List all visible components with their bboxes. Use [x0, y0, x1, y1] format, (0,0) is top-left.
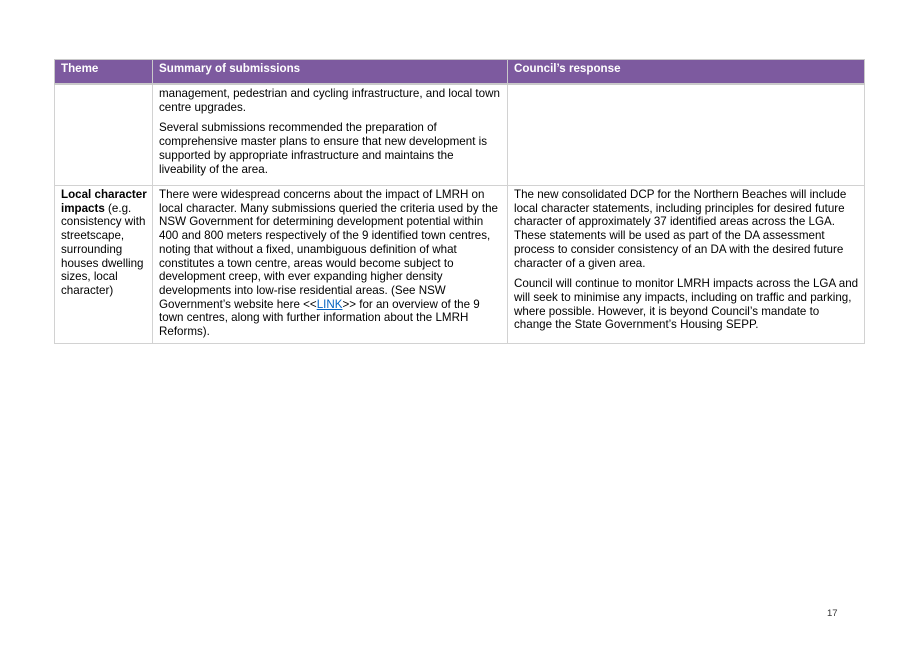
summary-cell	[153, 84, 508, 186]
header-theme: Theme	[55, 60, 153, 85]
summary-cell	[153, 186, 508, 344]
response-cell	[508, 84, 865, 186]
theme-title: Local character impacts	[61, 188, 147, 215]
summary-text: >> for an overview of the 9 town centres, along with further information about the LMRH Reforms).	[159, 297, 480, 339]
response-paragraph: The new consolidated DCP for the Northern Beaches will include local character statements, including principles for desired future character of approximately 37 identified areas across the LGA. These statements will be used as part of the DA assessment process to consider consistency of an DA with the desired future character of a given area.	[514, 188, 847, 270]
response-paragraph: Council will continue to monitor LMRH impacts across the LGA and will seek to minimise any impacts, including on traffic and parking, where possible. However, it is beyond Council’s mandate to change the State Government’s Housing SEPP.	[514, 277, 859, 332]
response-cell	[508, 186, 865, 344]
submissions-table	[54, 59, 865, 344]
theme-description: (e.g. consistency with streetscape, surrounding houses dwelling sizes, local character)	[61, 201, 146, 297]
summary-paragraph	[159, 188, 502, 339]
nsw-government-link[interactable]: LINK	[316, 297, 343, 311]
table-row	[55, 84, 865, 186]
table-header-row	[55, 60, 865, 85]
theme-cell	[55, 186, 153, 344]
header-summary: Summary of submissions	[153, 60, 508, 85]
page-number: 17	[827, 608, 838, 619]
theme-cell	[55, 84, 153, 186]
header-response: Council’s response	[508, 60, 865, 85]
summary-text: There were widespread concerns about the impact of LMRH on local character. Many submissions queried the criteria used by the NSW Government for determining development potential within 400 and 800 meters respectively of the 9 identified town centres, noting that without a fixed, unambiguous definition of what constitutes a town centre, areas would become subject to development creep, with ever expanding higher density developments into low-rise residential areas. (See NSW Government’s website here <<	[159, 188, 498, 311]
summary-paragraph: management, pedestrian and cycling infrastructure, and local town centre upgrades.	[159, 87, 500, 114]
table-row	[55, 186, 865, 344]
summary-paragraph: Several submissions recommended the preparation of comprehensive master plans to ensure that new development is supported by appropriate infrastructure and maintains the liveability of the area.	[159, 121, 488, 176]
